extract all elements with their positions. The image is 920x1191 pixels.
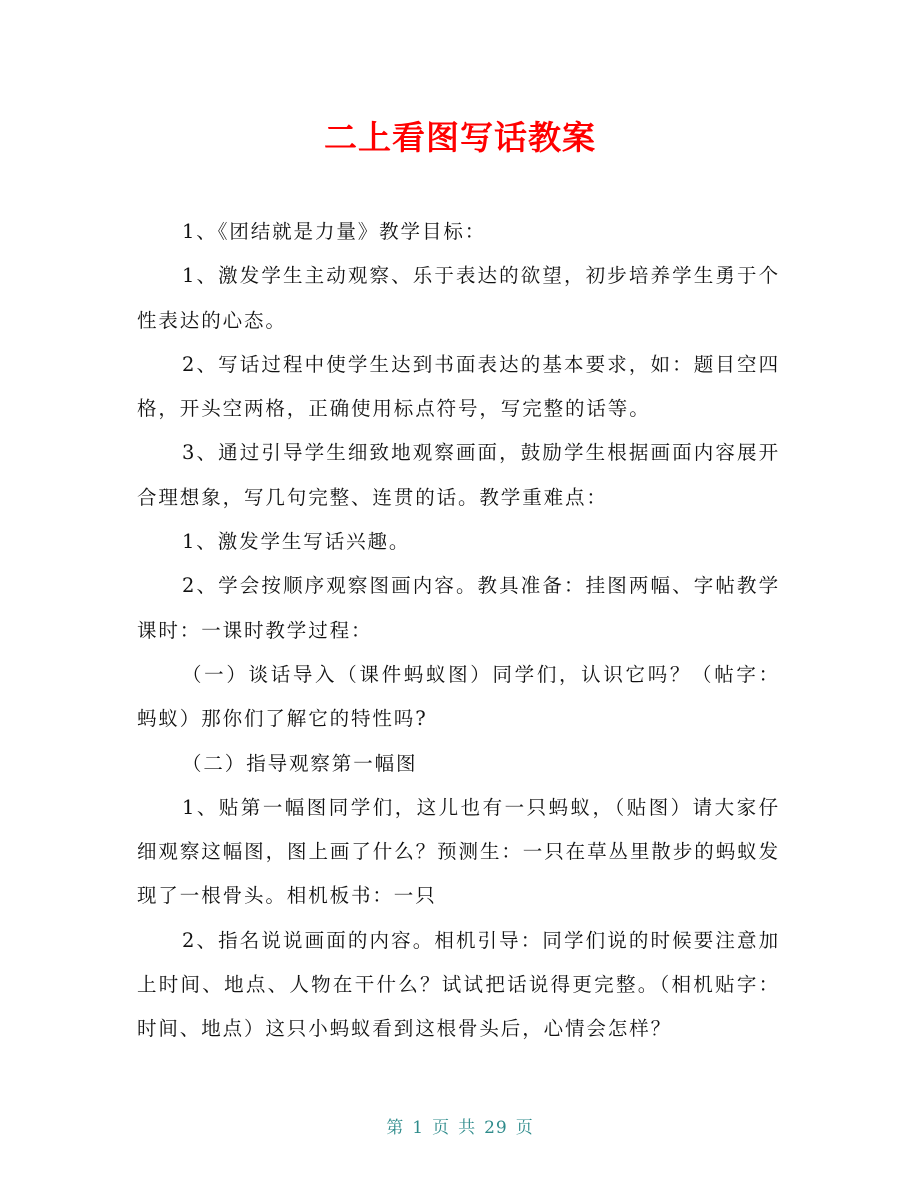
footer-total-prefix: 共 <box>458 1118 477 1138</box>
paragraph: 1、贴第一幅图同学们，这儿也有一只蚂蚁，（贴图）请大家仔细观察这幅图，图上画了什么？预测生：一只在草丛里散步的蚂蚁发现了一根骨头。相机板书：一只 <box>137 795 780 908</box>
paragraph: 1、激发学生主动观察、乐于表达的欲望，初步培养学生勇于个性表达的心态。 <box>137 264 780 332</box>
footer-prefix: 第 <box>386 1118 405 1138</box>
paragraph: 1、激发学生写话兴趣。 <box>182 530 411 554</box>
paragraph: （二）指导观察第一幅图 <box>182 751 418 775</box>
page-footer <box>0 1113 920 1138</box>
document-title: 二上看图写话教案 <box>324 118 596 157</box>
footer-suffix: 页 <box>515 1118 534 1138</box>
paragraph: 3、通过引导学生细致地观察画面，鼓励学生根据画面内容展开合理想象，写几句完整、连贯的话。教学重难点： <box>137 441 780 509</box>
paragraph: 2、写话过程中使学生达到书面表达的基本要求，如：题目空四格，开头空两格，正确使用标点符号，写完整的话等。 <box>137 352 780 421</box>
footer-page-unit: 页 <box>432 1118 451 1138</box>
paragraph: 2、指名说说画面的内容。相机引导：同学们说的时候要注意加上时间、地点、人物在干什么？试试把话说得更完整。（相机贴字：时间、地点）这只小蚂蚁看到这根骨头后，心情会怎样？ <box>137 928 780 1041</box>
paragraph: （一）谈话导入（课件蚂蚁图）同学们，认识它吗？（帖字：蚂蚁）那你们了解它的特性吗? <box>137 662 780 731</box>
current-page-number: 1 <box>412 1118 425 1138</box>
total-pages-number: 29 <box>484 1118 508 1138</box>
document-body <box>137 210 780 1052</box>
paragraph: 1、《团结就是力量》教学目标： <box>182 220 487 243</box>
paragraph: 2、学会按顺序观察图画内容。教具准备：挂图两幅、字帖教学课时：一课时教学过程： <box>137 574 780 642</box>
